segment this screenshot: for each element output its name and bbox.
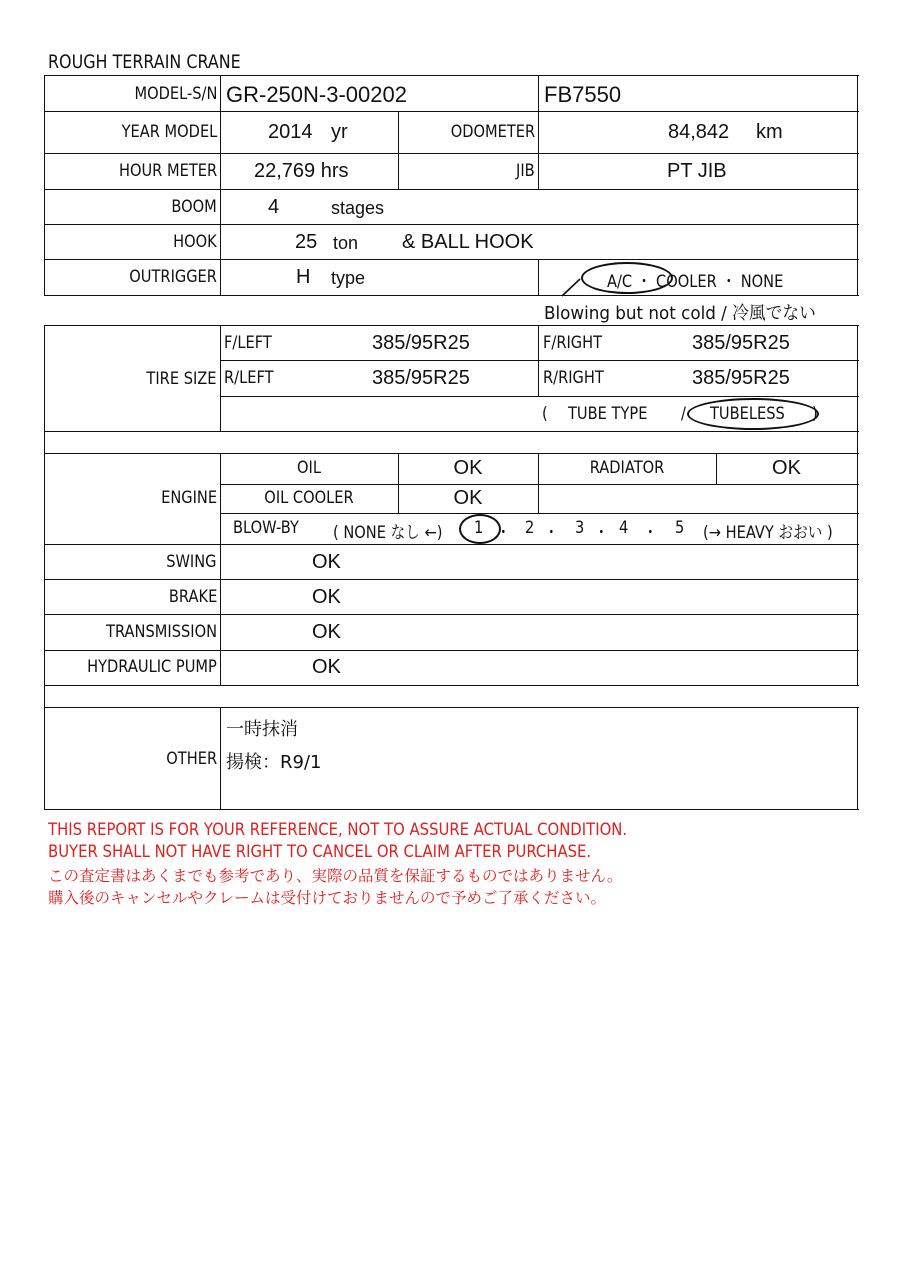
tire-fl-value: 385/95R25	[372, 332, 470, 354]
year-model-value: 2014	[268, 121, 313, 143]
blowby-scale-4: 4	[619, 518, 629, 538]
blowby-label: BLOW-BY	[233, 518, 299, 538]
hook-extra: & BALL HOOK	[402, 231, 534, 253]
tubeless-selected-oval	[687, 398, 819, 430]
odometer-unit: km	[756, 121, 783, 143]
tire-rl-value: 385/95R25	[372, 367, 470, 389]
swing-label: SWING	[166, 552, 217, 572]
blowby-scale-2: 2	[525, 518, 535, 538]
tire-type-close-paren: )	[812, 404, 818, 424]
year-model-unit: yr	[331, 121, 348, 143]
outrigger-label: OUTRIGGER	[129, 267, 217, 287]
hydraulic-pump-label: HYDRAULIC PUMP	[87, 657, 217, 677]
tire-type-slash: /	[681, 404, 686, 424]
engine-label: ENGINE	[161, 488, 217, 508]
tire-rr-label: R/RIGHT	[543, 368, 604, 388]
radiator-label: RADIATOR	[589, 458, 665, 478]
disclaimer-line-3: この査定書はあくまでも参考であり、実際の品質を保証するものではありません。	[48, 867, 623, 885]
brake-value: OK	[312, 586, 341, 608]
blowby-scale-3: 3	[575, 518, 585, 538]
tire-size-label: TIRE SIZE	[146, 369, 217, 389]
radiator-value: OK	[772, 457, 801, 479]
tire-rl-label: R/LEFT	[224, 368, 274, 388]
jib-value: PT JIB	[667, 160, 727, 182]
ac-note: Blowing but not cold / 冷風でない	[544, 303, 816, 324]
other-line-1: 一時抹消	[226, 719, 298, 740]
blowby-none: ( NONE なし ←)	[333, 523, 443, 543]
hour-meter-label: HOUR METER	[118, 161, 217, 181]
model-code-value: FB7550	[544, 82, 622, 107]
ac-selected-oval	[581, 262, 673, 294]
blowby-scale-sep: ・	[643, 523, 658, 543]
hook-label: HOOK	[173, 232, 217, 252]
tire-type-tube: TUBE TYPE	[568, 404, 648, 424]
brake-label: BRAKE	[168, 587, 217, 607]
blowby-scale-sep: ・	[594, 523, 609, 543]
blowby-scale-1: 1	[474, 518, 484, 538]
disclaimer-line-4: 購入後のキャンセルやクレームは受付けておりませんので予めご了承ください。	[48, 889, 607, 907]
model-sn-value: GR-250N-3-00202	[226, 82, 407, 107]
ac-options: A/C ・ COOLER ・ NONE	[607, 272, 784, 292]
oil-value: OK	[453, 457, 483, 479]
tire-fr-label: F/RIGHT	[543, 333, 603, 353]
outrigger-value: H	[296, 266, 311, 288]
model-sn-label: MODEL-S/N	[134, 84, 217, 104]
hour-meter-value: 22,769 hrs	[254, 160, 349, 182]
blowby-selected-oval	[459, 514, 501, 544]
blowby-scale-sep: ・	[544, 523, 559, 543]
tire-fl-label: F/LEFT	[224, 333, 272, 353]
oil-label: OIL	[297, 458, 321, 478]
other-line-2: 揚検：R9/1	[226, 752, 322, 773]
page-title: ROUGH TERRAIN CRANE	[48, 52, 241, 73]
other-label: OTHER	[166, 749, 217, 769]
blowby-scale-5: 5	[675, 518, 685, 538]
tire-type-open-paren: (	[542, 404, 548, 424]
tire-fr-value: 385/95R25	[692, 332, 790, 354]
swing-value: OK	[312, 551, 341, 573]
hook-unit: ton	[333, 233, 359, 253]
oil-cooler-label: OIL COOLER	[264, 488, 354, 508]
tire-rr-value: 385/95R25	[692, 367, 790, 389]
blowby-scale-sep: ・	[496, 523, 511, 543]
boom-unit: stages	[331, 198, 385, 218]
odometer-label: ODOMETER	[450, 122, 535, 142]
boom-label: BOOM	[171, 197, 217, 217]
transmission-value: OK	[312, 621, 341, 643]
jib-label: JIB	[516, 161, 535, 181]
tire-type-tubeless: TUBELESS	[710, 404, 785, 424]
disclaimer-line-2: BUYER SHALL NOT HAVE RIGHT TO CANCEL OR CLAIM AFTER PURCHASE.	[48, 842, 592, 861]
hydraulic-pump-value: OK	[312, 656, 341, 678]
outrigger-unit: type	[331, 268, 366, 288]
disclaimer-line-1: THIS REPORT IS FOR YOUR REFERENCE, NOT TO ASSURE ACTUAL CONDITION.	[48, 820, 628, 839]
odometer-value: 84,842	[668, 121, 730, 143]
oil-cooler-value: OK	[453, 487, 483, 509]
transmission-label: TRANSMISSION	[106, 622, 217, 642]
hook-value: 25	[295, 231, 318, 253]
blowby-heavy: (→ HEAVY おおい )	[703, 523, 833, 543]
boom-value: 4	[268, 196, 280, 218]
year-model-label: YEAR MODEL	[121, 122, 217, 142]
